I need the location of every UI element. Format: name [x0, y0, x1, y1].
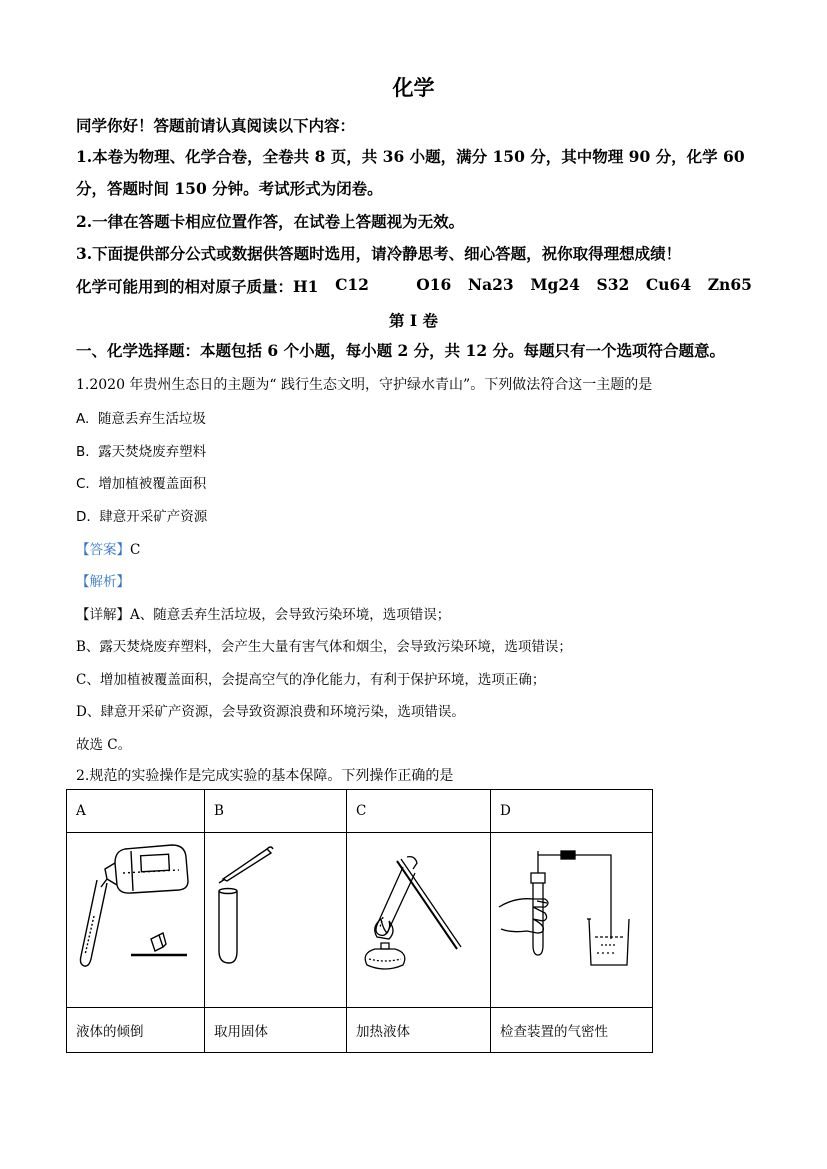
analysis-line: D、肆意开采矿产资源，会导致资源浪费和环境污染，选项错误。: [76, 704, 465, 720]
answer-value: C: [130, 542, 141, 558]
atomic-mass-item: Zn65: [707, 275, 752, 294]
intro-line-rule-1: 1.本卷为物理、化学合卷，全卷共 8 页，共 36 小题，满分 150 分，其中物理 90 分，化学 60: [76, 147, 745, 166]
option-a: [76, 407, 206, 427]
option-letter: A.: [76, 411, 90, 427]
atomic-mass-item: C12: [335, 275, 369, 294]
solid-taking-figure: [205, 833, 346, 1003]
caption-c: 加热液体: [347, 1008, 491, 1053]
figure-cell-c: [347, 833, 491, 1008]
volume-heading: 第 I 卷: [388, 311, 439, 330]
caption-a: 液体的倾倒: [67, 1008, 205, 1053]
intro-line-greeting: 同学你好！答题前请认真阅读以下内容：: [76, 116, 356, 135]
analysis-tag: 【解析】: [76, 574, 130, 590]
option-text: 露天焚烧废弃塑料: [98, 444, 207, 460]
question-1-stem: 1.2020 年贵州生态日的主题为“ 践行生态文明，守护绿水青山”。下列做法符合这一主题的是: [76, 377, 653, 393]
operations-table: [66, 789, 653, 1053]
column-letter: A: [67, 790, 205, 833]
column-letter: C: [347, 790, 491, 833]
atomic-mass-item: O16: [416, 275, 452, 294]
caption-d: 检查装置的气密性: [491, 1008, 653, 1053]
liquid-pouring-figure: [67, 833, 204, 1003]
figure-cell-b: [205, 833, 347, 1008]
answer-tag: 【答案】: [76, 542, 130, 558]
airtightness-check-figure: [491, 833, 652, 1003]
option-b: [76, 440, 206, 460]
atomic-mass-label: 化学可能用到的相对原子质量：H1: [76, 277, 319, 296]
question-2-stem: 2.规范的实验操作是完成实验的基本保障。下列操作正确的是: [76, 768, 454, 784]
liquid-heating-figure: [347, 833, 490, 1003]
atomic-mass-item: Cu64: [645, 275, 692, 294]
column-letter: D: [491, 790, 653, 833]
figure-cell-d: [491, 833, 653, 1008]
intro-line-rule-1-cont: 分，答题时间 150 分钟。考试形式为闭卷。: [76, 179, 383, 198]
column-letter: B: [205, 790, 347, 833]
figure-cell-a: [67, 833, 205, 1008]
atomic-mass-item: S32: [596, 275, 630, 294]
answer-line: [76, 538, 140, 558]
section-heading: 一、化学选择题：本题包括 6 个小题，每小题 2 分，共 12 分。每题只有一个选项符合题意。: [76, 341, 726, 360]
page-title: 化学: [392, 75, 435, 100]
option-d: [76, 505, 207, 525]
intro-line-rule-3: 3.下面提供部分公式或数据供答题时选用，请冷静思考、细心答题，祝你取得理想成绩！: [76, 244, 682, 263]
atomic-mass-item: Na23: [467, 275, 514, 294]
analysis-line: C、增加植被覆盖面积，会提高空气的净化能力，有利于保护环境，选项正确；: [76, 672, 546, 688]
caption-b: 取用固体: [205, 1008, 347, 1053]
option-letter: C.: [76, 476, 90, 492]
analysis-line: 【详解】A、随意丢弃生活垃圾，会导致污染环境，选项错误；: [76, 607, 451, 623]
option-text: 随意丢弃生活垃圾: [97, 411, 206, 427]
atomic-mass-item: Mg24: [530, 275, 580, 294]
option-text: 肆意开采矿产资源: [99, 509, 208, 525]
option-c: [76, 472, 206, 492]
option-letter: B.: [76, 444, 90, 460]
analysis-conclusion: 故选 C。: [76, 737, 132, 753]
analysis-line: B、露天焚烧废弃塑料，会产生大量有害气体和烟尘，会导致污染环境，选项错误；: [76, 639, 572, 655]
atomic-mass-row: [76, 275, 752, 297]
option-letter: D.: [76, 509, 91, 525]
option-text: 增加植被覆盖面积: [98, 476, 207, 492]
intro-line-rule-2: 2.一律在答题卡相应位置作答，在试卷上答题视为无效。: [76, 212, 465, 231]
